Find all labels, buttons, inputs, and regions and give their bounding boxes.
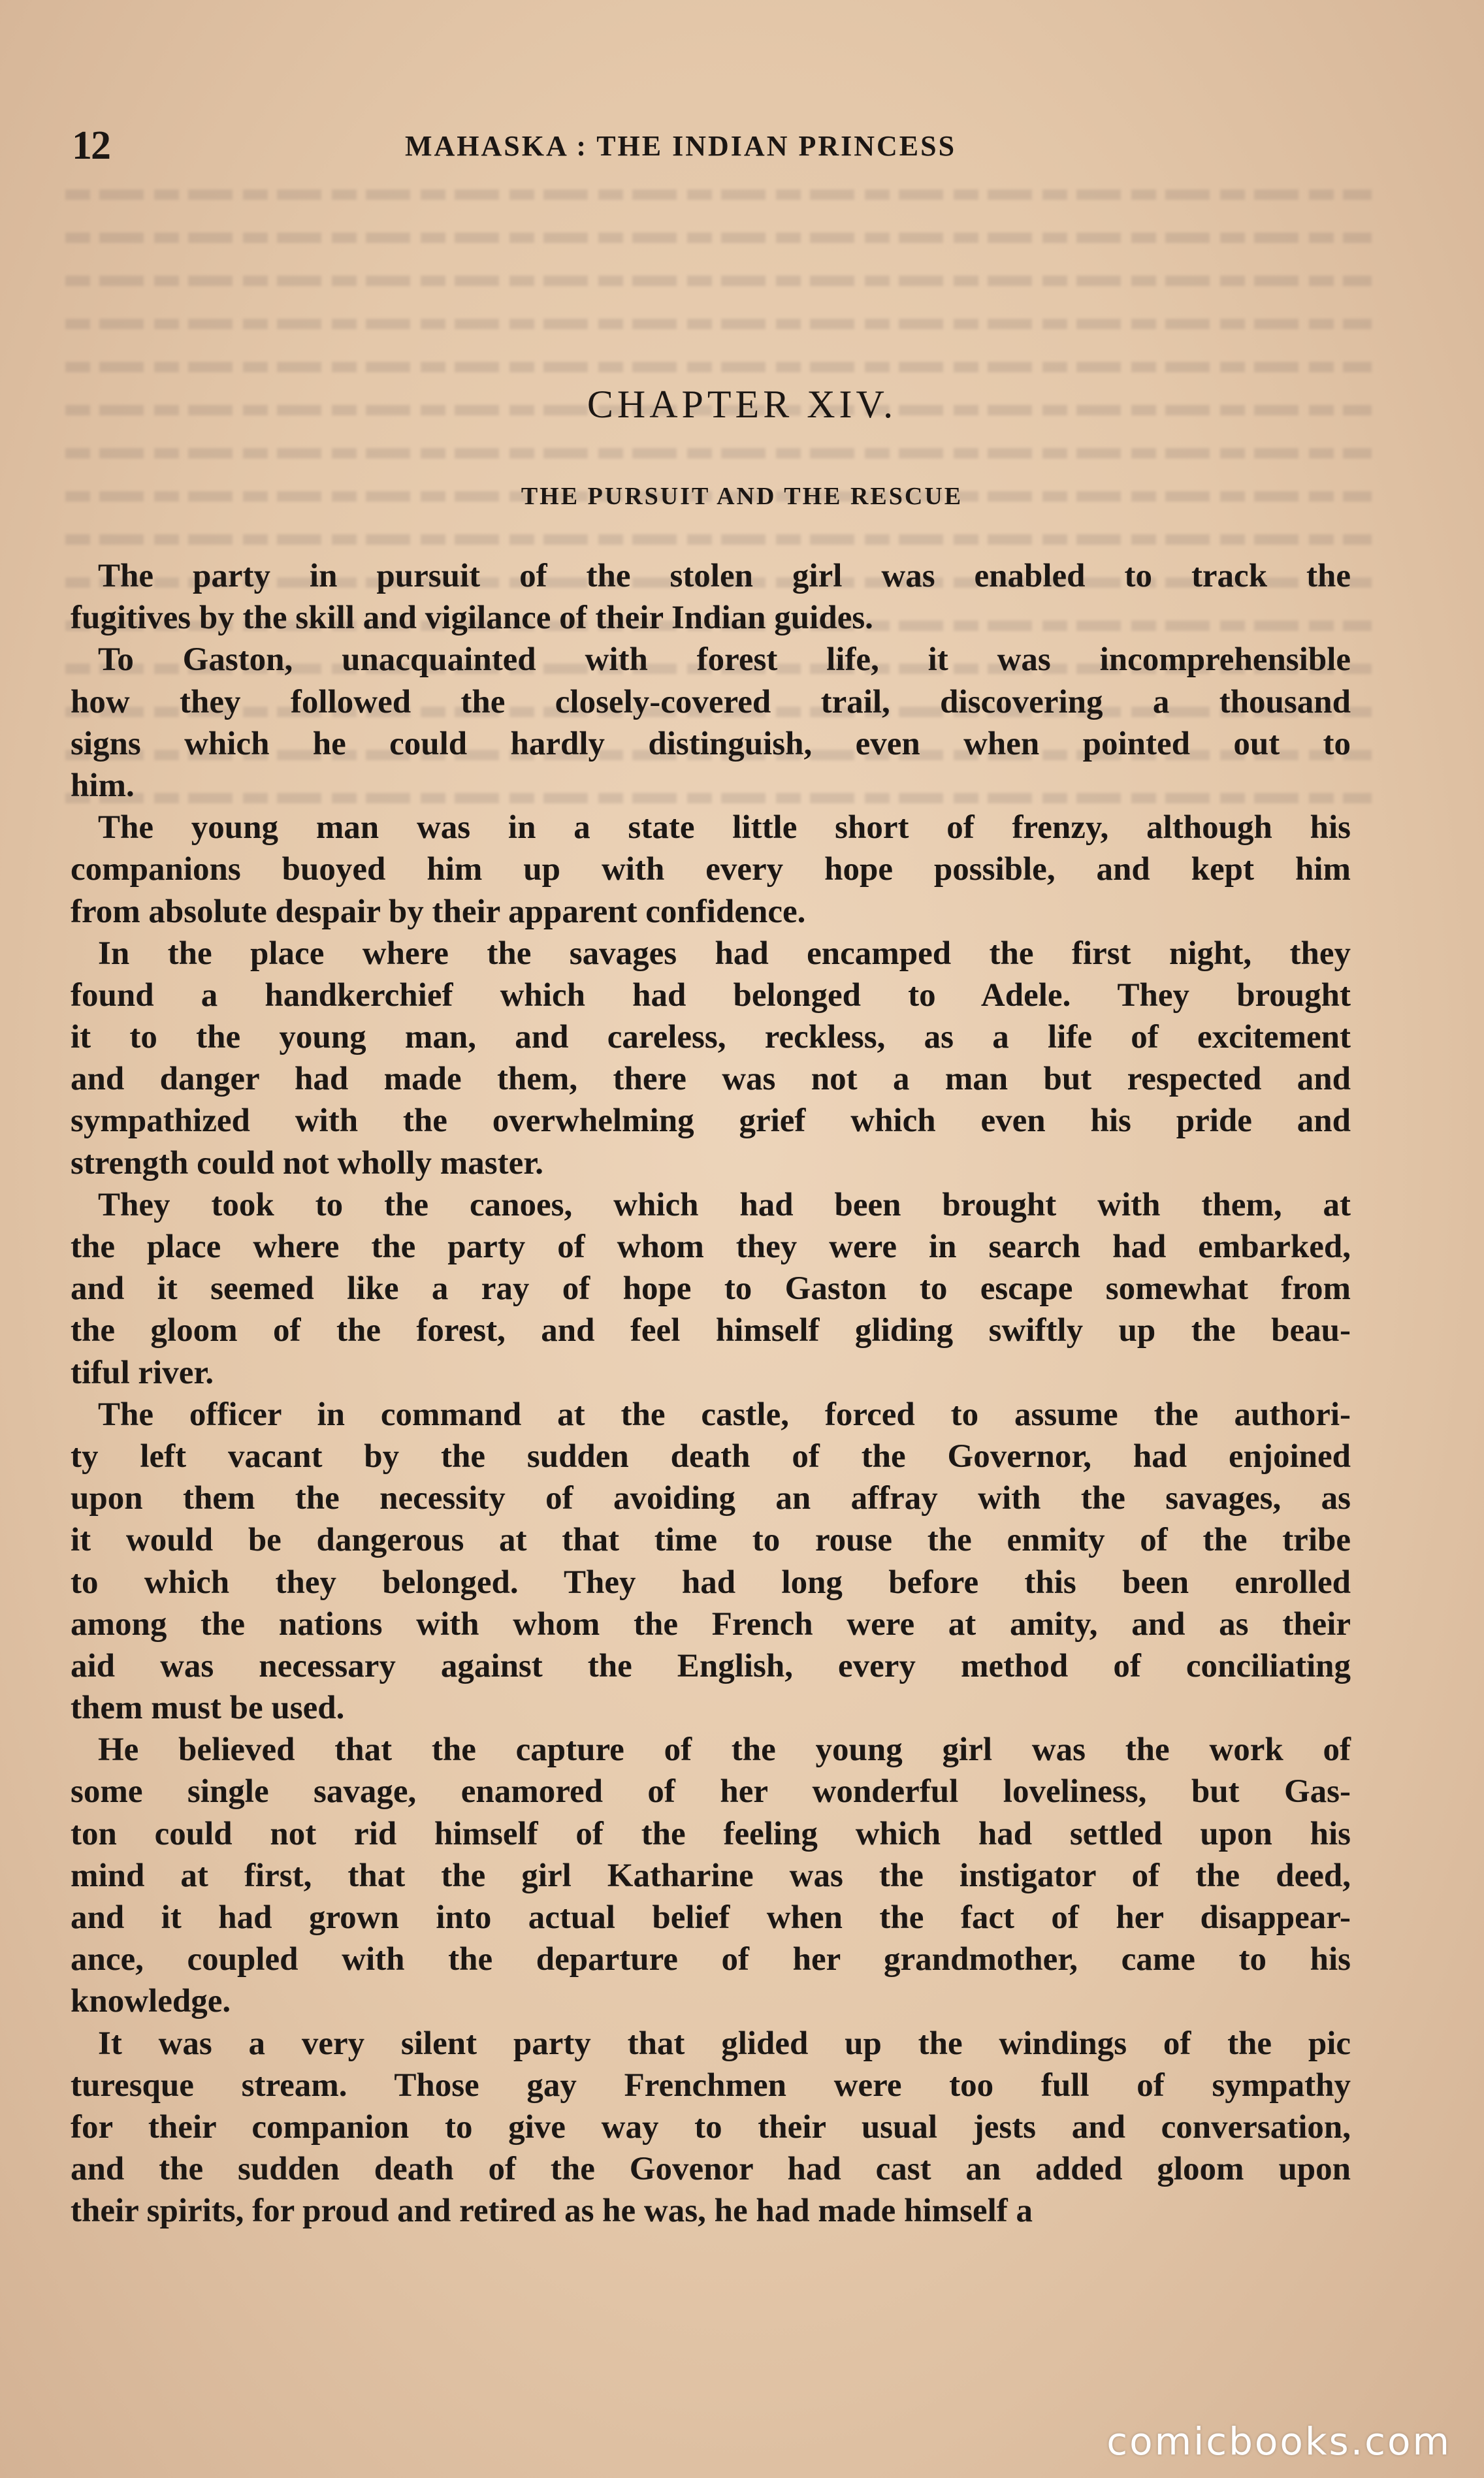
text-line: from absolute despair by their apparent confidence. bbox=[71, 893, 806, 930]
text-line: ty left vacant by the sudden death of the Governor, had enjoined bbox=[71, 1438, 1351, 1475]
section-heading: THE PURSUIT AND THE RESCUE bbox=[521, 483, 963, 510]
text-line: signs which he could hardly distinguish, even when pointed out to bbox=[71, 725, 1351, 762]
text-line: The young man was in a state little short of frenzy, although his bbox=[98, 809, 1351, 846]
text-line: and danger had made them, there was not a man but respected and bbox=[71, 1061, 1351, 1098]
text-line: ton could not rid himself of the feeling which had settled upon his bbox=[71, 1815, 1351, 1852]
text-line: and it had grown into actual belief when the fact of her disappear- bbox=[71, 1899, 1351, 1936]
text-line: fugitives by the skill and vigilance of their Indian guides. bbox=[71, 600, 873, 637]
text-line: sympathized with the overwhelming grief which even his pride and bbox=[71, 1102, 1351, 1140]
text-line: mind at first, that the girl Katharine was the instigator of the deed, bbox=[71, 1857, 1351, 1894]
text-line: aid was necessary against the English, every method of conciliating bbox=[71, 1647, 1351, 1684]
text-line: The officer in command at the castle, forced to assume the authori- bbox=[98, 1396, 1351, 1433]
text-line: They took to the canoes, which had been brought with them, at bbox=[98, 1186, 1351, 1223]
paragraph bbox=[71, 2023, 1351, 2232]
text-line: In the place where the savages had encamped the first night, they bbox=[98, 935, 1351, 972]
text-line: To Gaston, unacquainted with forest life, it was incomprehensible bbox=[98, 641, 1351, 679]
text-line: the place where the party of whom they were in search had embarked, bbox=[71, 1229, 1351, 1265]
text-line: turesque stream. Those gay Frenchmen were too full of sympathy bbox=[71, 2067, 1351, 2104]
text-line: knowledge. bbox=[71, 1983, 231, 2020]
text-line: it would be dangerous at that time to rouse the enmity of the tribe bbox=[71, 1522, 1351, 1559]
paragraph bbox=[71, 639, 1351, 807]
text-line: found a handkerchief which had belonged to Adele. They brought bbox=[71, 976, 1351, 1014]
chapter-title: CHAPTER XIV. bbox=[587, 383, 897, 426]
text-line: the gloom of the forest, and feel himself gliding swiftly up the beau- bbox=[71, 1312, 1351, 1349]
text-line: to which they belonged. They had long before this been enrolled bbox=[71, 1564, 1351, 1601]
page-header bbox=[72, 123, 1378, 169]
paragraph bbox=[71, 1729, 1351, 2022]
text-line: their spirits, for proud and retired as he was, he had made himself a bbox=[71, 2193, 1033, 2230]
text-line: He believed that the capture of the young girl was the work of bbox=[98, 1731, 1351, 1769]
paragraph bbox=[71, 807, 1351, 933]
text-line: them must be used. bbox=[71, 1690, 345, 1727]
text-line: companions buoyed him up with every hope possible, and kept him bbox=[71, 851, 1351, 888]
running-head: MAHASKA : THE INDIAN PRINCESS bbox=[405, 130, 957, 162]
text-line: tiful river. bbox=[71, 1354, 214, 1391]
page-number: 12 bbox=[72, 123, 110, 168]
text-line: some single savage, enamored of her wonderful loveliness, but Gas- bbox=[71, 1773, 1351, 1810]
text-line: him. bbox=[71, 767, 135, 804]
text-line: how they followed the closely-covered trail, discovering a thousand bbox=[71, 683, 1351, 720]
text-line: and the sudden death of the Govenor had cast an added gloom upon bbox=[71, 2151, 1351, 2188]
text-line: strength could not wholly master. bbox=[71, 1144, 543, 1182]
text-line: It was a very silent party that glided up the windings of the pic bbox=[98, 2025, 1351, 2062]
text-line: upon them the necessity of avoiding an affray with the savages, as bbox=[71, 1480, 1351, 1517]
text-line: it to the young man, and careless, reckless, as a life of excitement bbox=[71, 1019, 1351, 1056]
paragraph bbox=[71, 933, 1351, 1184]
paragraph bbox=[71, 555, 1351, 639]
text-line: ance, coupled with the departure of her grandmother, came to his bbox=[71, 1941, 1351, 1978]
text-line: for their companion to give way to their usual jests and conversation, bbox=[71, 2108, 1351, 2146]
text-line: and it seemed like a ray of hope to Gaston to escape somewhat from bbox=[71, 1270, 1351, 1308]
paragraph bbox=[71, 1394, 1351, 1730]
text-line: The party in pursuit of the stolen girl was enabled to track the bbox=[98, 558, 1351, 594]
body-text bbox=[71, 555, 1351, 2232]
paragraph bbox=[71, 1184, 1351, 1394]
watermark: comicbooks.com bbox=[1106, 2419, 1451, 2464]
text-line: among the nations with whom the French were at amity, and as their bbox=[71, 1605, 1351, 1643]
